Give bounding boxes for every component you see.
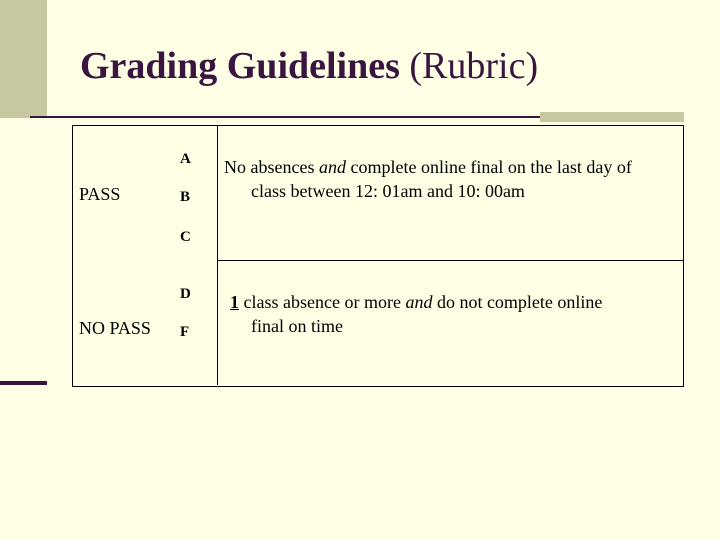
pass-criteria-line1 [224,155,632,179]
decorative-accent-bar [540,112,684,122]
no-pass-criteria [230,290,602,338]
title-underline [30,116,540,118]
grade-f: F [180,324,190,340]
rubric-table [72,125,684,387]
grade-a: A [180,151,191,167]
slide-title [80,44,538,88]
absence-count: 1 [230,292,239,312]
grade-b: B [180,189,191,205]
slide-title-bold: Grading Guidelines [80,45,400,87]
pass-label: PASS [79,184,121,204]
pass-criteria-text-cont: complete online final on the last day of [345,157,632,177]
grade-c: C [180,229,191,245]
row-divider [217,260,683,261]
pass-criteria-text: No absences [224,157,319,177]
no-pass-criteria-text: class absence or more [239,292,406,312]
pass-criteria [224,155,632,203]
pass-criteria-line2: class between 12: 01am and 10: 00am [251,181,525,201]
decorative-left-rule [0,381,47,385]
no-pass-criteria-line1 [230,290,602,314]
no-pass-criteria-emphasis: and [405,292,433,312]
no-pass-label: NO PASS [79,318,151,338]
column-divider [217,126,218,385]
pass-criteria-emphasis: and [318,157,346,177]
decorative-left-bar [0,0,47,118]
grade-d: D [180,286,191,302]
no-pass-criteria-text-cont: do not complete online [432,292,603,312]
slide-title-rest: (Rubric) [399,45,539,87]
no-pass-criteria-line2: final on time [251,316,343,336]
